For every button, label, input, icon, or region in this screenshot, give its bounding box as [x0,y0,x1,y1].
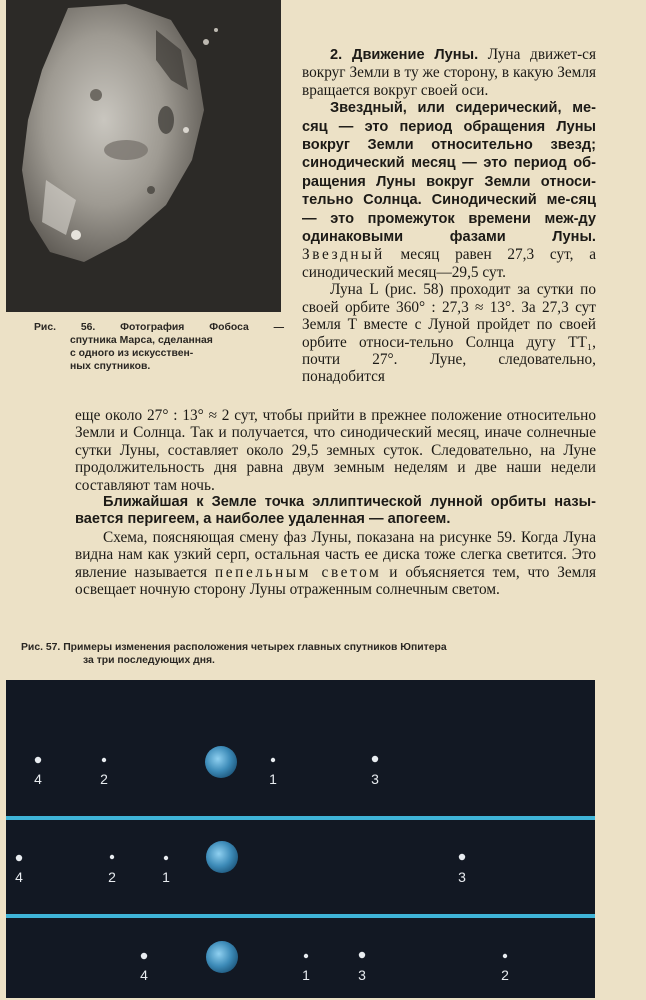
moon-label: 4 [15,869,23,885]
moon-4 [141,953,147,959]
jupiter-planet [205,746,237,778]
moon-1 [304,954,308,958]
moon-label: 1 [162,869,170,885]
paragraph-moon-motion [302,46,596,99]
jupiter-planet [206,841,238,873]
phobos-photo [6,0,281,312]
paragraph-text: и объясняется тем, что Земля освещает ночную сторону Луны отраженным солнечным светом. [75,563,597,599]
paragraph-perigee: Ближайшая к Земле точка эллиптической лунной орбиты назы-вается перигеем, а наиболее удаленная — апогеем. [75,494,596,528]
moon-label: 4 [140,967,148,983]
paragraph-text: Луна L (рис. 58) проходит за сутки по своей орбите 360° : 27,3 ≈ 13°. За 27,3 сут Земля T вместе с Луной пройдет по своей орбите относи-тельно Солнца дугу TT₁, почти 27°. Луне, следовательно, понадобится [302,281,596,386]
moon-label: 4 [34,771,42,787]
jupiter-moons-figure [6,680,595,998]
moon-2 [503,954,507,958]
moon-2 [110,855,114,859]
moon-2 [102,758,106,762]
caption-line: Рис. 56. Фотография Фобоса — [34,322,284,333]
spaced-word: Звездный [302,246,385,264]
paragraph-ashen-light [75,529,596,599]
paragraph-moon-orbit [302,281,596,385]
text-column [302,46,596,386]
paragraph-text: месяц равен 27,3 сут, а синодический месяц—29,5 сут. [302,246,596,281]
moon-label: 3 [358,967,366,983]
spaced-term: пепельным светом [214,563,382,581]
caption-line: за три последующих дня. [83,655,215,666]
paragraph-text: Луна движет-ся вокруг Земли в ту же сторону, в какую Земля вращается вокруг своей оси. [302,46,596,99]
section-heading: 2. Движение Луны. [330,47,479,63]
moon-label: 2 [100,771,108,787]
paragraph-month-definition [302,99,596,281]
definition-text: Звездный, или сидерический, ме-сяц — это период обращения Луны вокруг Земли относительно звезд; синодический месяц — это период об-ращения Луны вокруг Земли относи-тельно Солнца. Синодический ме-сяц — это промежуток времени меж-ду одинаковыми фазами Луны. [302,100,596,246]
caption-line: Рис. 57. Примеры изменения расположения четырех главных спутников Юпитера [21,642,447,653]
caption-line: с одного из искусствен- [70,348,194,359]
moon-label: 2 [108,869,116,885]
jupiter-planet [206,941,238,973]
row-separator [6,914,595,918]
paragraph-continued [75,407,596,494]
caption-line: спутника Марса, сделанная [70,335,213,346]
moon-label: 3 [458,869,466,885]
moon-3 [459,854,465,860]
paragraph-text: Схема, поясняющая смену фаз Луны, показана на рисунке 59. Когда Луна видна нам как узкий серп, остальная часть ее диска тоже слегка светится. Это явление называется [75,528,596,581]
caption-line: ных спутников. [70,361,151,372]
paragraph-text: еще около 27° : 13° ≈ 2 сут, чтобы прийти в прежнее положение относительно Земли и Солнца. Так и получается, что синодический месяц, иначе солнечные сутки Луны, составляет около 29,5 земных суток. Следовательно, на Луне продолжительность дня равна двум земным неделям и две наши недели составляют там ночь. [75,407,596,494]
moon-4 [16,855,22,861]
figure-57-caption [21,641,621,667]
moon-3 [372,756,378,762]
moon-4 [35,757,41,763]
row-separator [6,816,595,820]
moon-1 [164,856,168,860]
moon-1 [271,758,275,762]
moon-label: 3 [371,771,379,787]
figure-56-caption [34,321,284,373]
moon-3 [359,952,365,958]
text-full-width [75,407,596,598]
moon-label: 1 [302,967,310,983]
moon-label: 1 [269,771,277,787]
moon-label: 2 [501,967,509,983]
